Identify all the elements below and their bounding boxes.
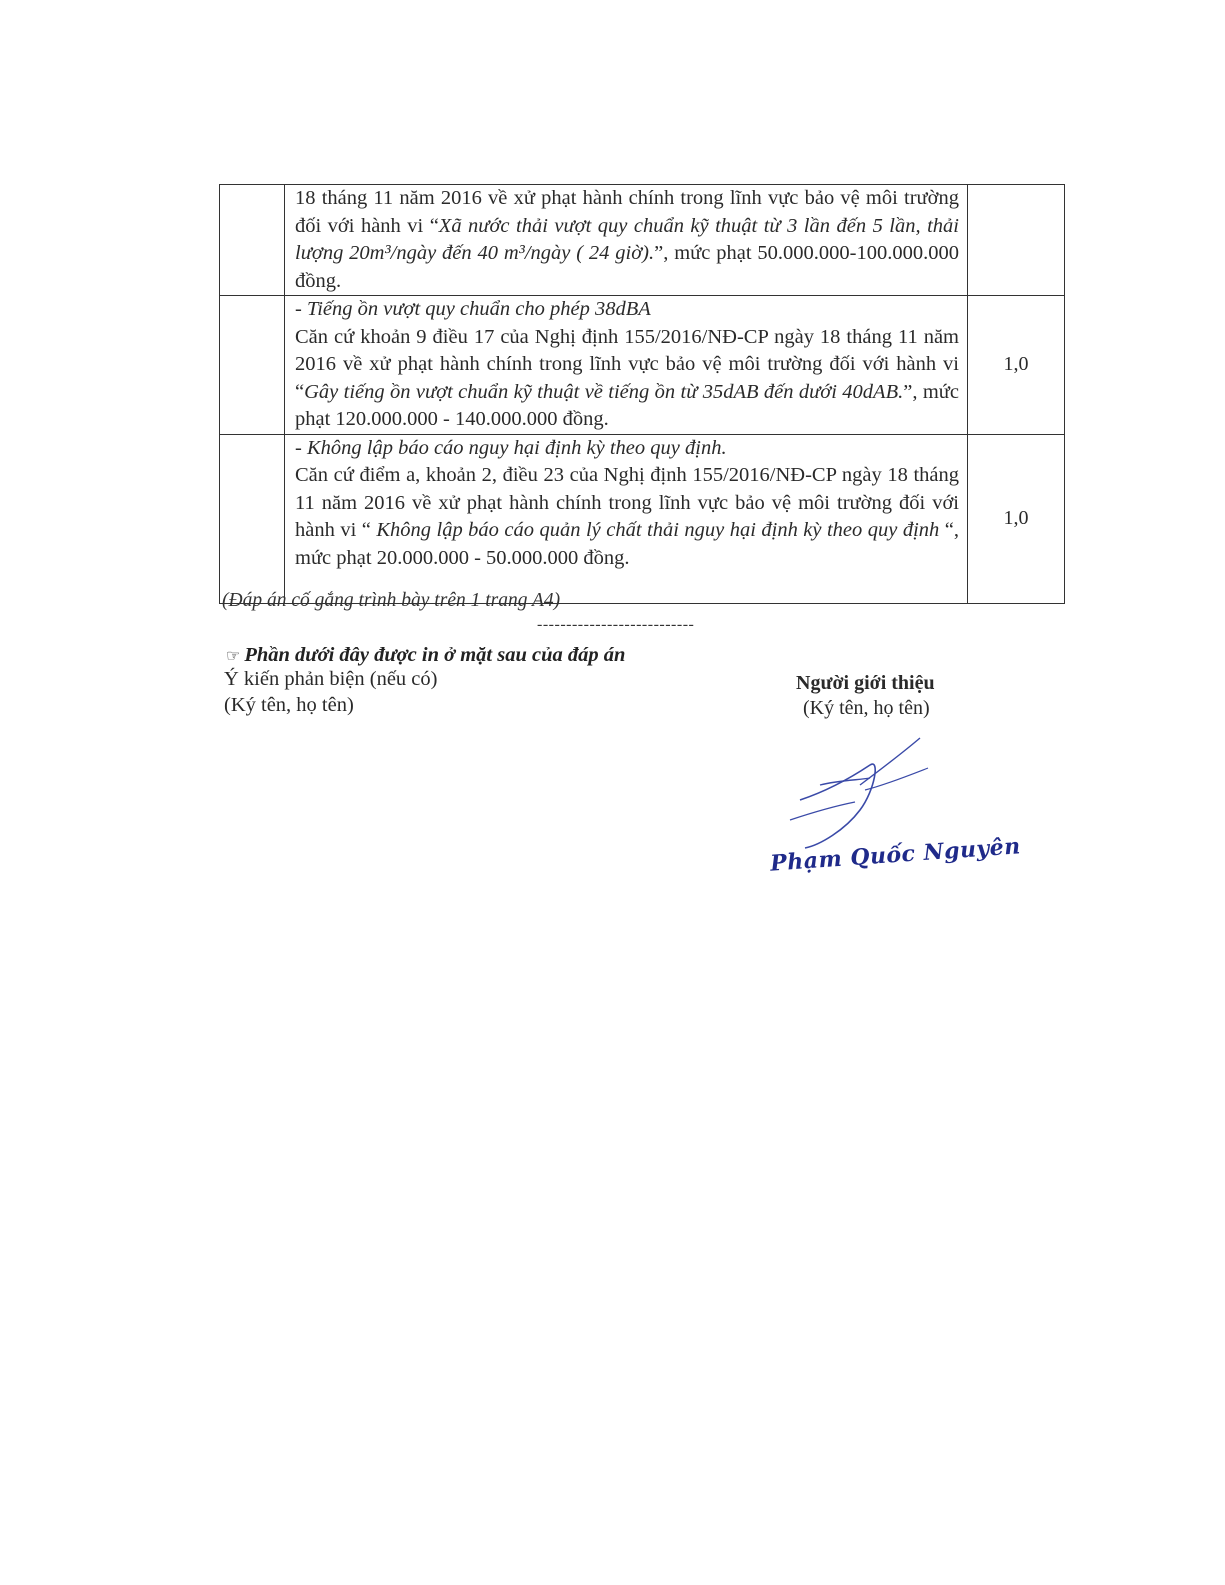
content-text: ”, mức phạt 120.000.000 - 140.000.000 đồng. (295, 380, 959, 430)
index-cell (220, 434, 285, 603)
content-text: - Tiếng ồn vượt quy chuẩn cho phép 38dBA (295, 298, 651, 320)
table-row (220, 434, 1065, 603)
content-cell (285, 185, 968, 296)
content-text: Xã nước thải vượt quy chuẩn kỹ thuật từ 3 lần đến 5 lần, thải lượng 20m³/ngày đến 40 m³/ngày ( 24 giờ). (295, 214, 959, 264)
table-row (220, 185, 1065, 296)
back-heading (226, 644, 625, 667)
content-text: “, mức phạt 20.000.000 - 50.000.000 đồng. (295, 519, 959, 569)
score-cell (968, 185, 1065, 296)
signature-name: Phạm Quốc Nguyên (769, 833, 1022, 877)
note: (Đáp án cố gắng trình bày trên 1 trang A4) (222, 590, 561, 611)
index-cell (220, 185, 285, 296)
content-text: Căn cứ khoản 9 điều 17 của Nghị định 155/2016/NĐ-CP ngày 18 tháng 11 năm 2016 về xử phạt hành chính trong lĩnh vực bảo vệ môi trường đối với hành vi “ (295, 325, 959, 403)
content-cell (285, 434, 968, 603)
back-heading-text: Phần dưới đây được in ở mặt sau của đáp án (244, 644, 626, 666)
content-text: Không lập báo cáo quản lý chất thải nguy hại định kỳ theo quy định (376, 519, 940, 541)
introducer-title: Người giới thiệu (796, 672, 935, 694)
content-text: - Không lập báo cáo nguy hại định kỳ theo quy định. (295, 436, 727, 459)
content-text: 18 tháng 11 năm 2016 về xử phạt hành chính trong lĩnh vực bảo vệ môi trường đối với hành vi “ (295, 187, 959, 237)
separator: --------------------------- (537, 616, 695, 633)
reviewer-opinion-label: Ý kiến phản biện (nếu có) (224, 668, 438, 690)
score-cell: 1,0 (968, 434, 1065, 603)
content-cell (285, 296, 968, 435)
content-text: Căn cứ điểm a, khoản 2, điều 23 của Nghị định 155/2016/NĐ-CP ngày 18 tháng 11 năm 2016 về xử phạt hành chính trong lĩnh vực bảo vệ môi trường đối với hành vi “ (295, 464, 959, 541)
score-cell: 1,0 (968, 296, 1065, 435)
index-cell (220, 296, 285, 435)
table-row (220, 296, 1065, 435)
content-text: Gây tiếng ồn vượt chuẩn kỹ thuật về tiếng ồn từ 35dAB đến dưới 40dAB. (304, 380, 904, 403)
pointing-hand-icon: ☞ (226, 648, 241, 665)
reviewer-sign-label: (Ký tên, họ tên) (224, 694, 354, 716)
introducer-sign-label: (Ký tên, họ tên) (803, 697, 930, 719)
answer-table (219, 184, 1065, 604)
content-text: ”, mức phạt 50.000.000-100.000.000 đồng. (295, 242, 959, 292)
answer-table-body (220, 185, 1065, 604)
